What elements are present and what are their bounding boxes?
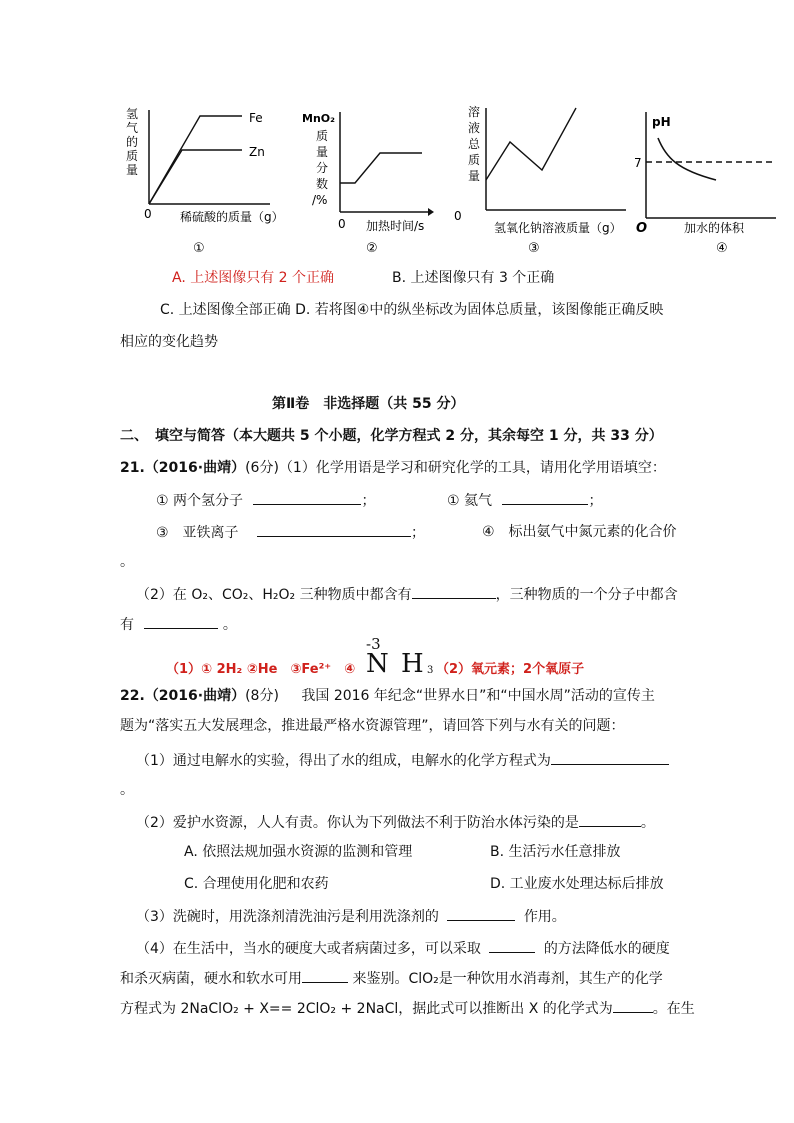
q21-head: 21.（2016·曲靖） (120, 460, 246, 476)
option-cd-line2: 相应的变化趋势 (120, 334, 218, 350)
section-title: 第Ⅱ卷 非选择题（共 55 分） (272, 396, 465, 412)
q21-part2 (136, 584, 678, 605)
q21-part2-text-b: ，三种物质的一个分子中都含 (495, 587, 678, 603)
g1-x-label: 稀硫酸的质量（g） (180, 210, 284, 224)
q21-answer-charge: -3 (366, 635, 381, 653)
g4-y-top: pH (652, 115, 671, 129)
q22-p4-text-e: 方程式为 2NaClO₂ + X== 2ClO₂ + 2NaCl，据此式可以推断出 X 的化学式为 (120, 1001, 613, 1017)
q21-answer-sub: 3 (427, 665, 434, 676)
q22-p1 (136, 750, 669, 771)
q21-item1-label: ① 两个氢分子 (156, 493, 244, 509)
option-cd-line1: C. 上述图像全部正确 D. 若将图④中的纵坐标改为固体总质量，该图像能正确反映 (160, 302, 664, 318)
q21-blank-1[interactable] (253, 490, 361, 505)
q21-score: (6分) (245, 460, 279, 476)
g1-zn-label: Zn (249, 145, 265, 159)
g4-curve (658, 138, 716, 180)
g1-origin: 0 (144, 207, 152, 221)
q22-p2-text: （2）爱护水资源，人人有责。你认为下列做法不利于防治水体污染的是 (136, 815, 579, 831)
g1-y-label-char: 的 (126, 135, 139, 149)
q22-score: (8分) (245, 688, 279, 704)
q22-p4-line3 (120, 998, 695, 1019)
q21-blank-2[interactable] (502, 490, 588, 505)
g3-y-label-char: 溶 (468, 105, 481, 119)
q21-blank-3[interactable] (257, 522, 411, 537)
q21-semicolon: ； (588, 493, 603, 509)
g1-zn-line (149, 150, 242, 204)
graph-4 (636, 100, 786, 260)
g3-y-label-char: 液 (468, 121, 481, 135)
option-b: B. 上述图像只有 3 个正确 (392, 270, 555, 286)
g3-x-label: 氢氧化钠溶液质量（g） (494, 221, 622, 235)
q21-blank-5[interactable] (412, 584, 496, 599)
g4-origin: O (636, 221, 648, 236)
q21-part2-end: 。 (222, 617, 237, 633)
q22-p3-end: 作用。 (523, 909, 566, 925)
part2-title: 二、 填空与简答（本大题共 5 个小题，化学方程式 2 分，其余每空 1 分，共 33 分） (120, 428, 663, 444)
q21-part2-text-c: 有 (120, 617, 134, 633)
g3-line (486, 108, 576, 180)
q22-p4-line1 (136, 938, 670, 959)
g1-y-label-char: 气 (126, 121, 139, 135)
q22-p4-line2 (120, 968, 663, 989)
g2-y-label-char: 数 (316, 177, 329, 191)
q21-item2-label: ① 氦气 (447, 493, 493, 509)
q21-line1 (120, 458, 666, 478)
q22-l2: 题为“落实五大发展理念，推进最严格水资源管理”，请回答下列与水有关的问题： (120, 718, 625, 734)
q21-semicolon: ； (411, 525, 426, 541)
graph-1 (120, 100, 290, 260)
q21-item3 (156, 522, 425, 543)
option-a: A. 上述图像只有 2 个正确 (172, 270, 335, 286)
q22-p1-text: （1）通过电解水的实验，得出了水的组成，电解水的化学方程式为 (136, 753, 551, 769)
q22-option-c: C. 合理使用化肥和农药 (184, 876, 329, 892)
q22-p2-end: 。 (640, 815, 655, 831)
q21-text: （1）化学用语是学习和研究化学的工具，请用化学用语填空： (278, 460, 666, 476)
q22-p4-text-f: 。在生 (652, 1001, 695, 1017)
g2-y-label-char: /% (312, 193, 328, 207)
g1-number: ① (193, 241, 205, 256)
q22-l1: 我国 2016 年纪念“世界水日”和“中国水周”活动的宣传主 (301, 688, 655, 704)
g3-y-label-char: 质 (468, 153, 481, 167)
q22-blank-5[interactable] (302, 968, 348, 983)
q21-item4-end: 。 (120, 554, 134, 570)
q22-p1-end: 。 (120, 782, 134, 798)
q22-blank-4[interactable] (489, 938, 535, 953)
g1-y-label-char: 氢 (126, 107, 139, 121)
graph-3 (448, 100, 633, 260)
q22-p4-text-b: 的方法降低水的硬度 (543, 941, 670, 957)
g1-fe-line (149, 116, 242, 204)
q22-blank-6[interactable] (613, 998, 653, 1013)
g4-x-label: 加水的体积 (684, 221, 745, 235)
g2-x-label: 加热时间/s (366, 219, 425, 233)
q21-answer-a: （1）① 2H₂ ②He ③Fe²⁺ ④ (166, 662, 356, 677)
g2-y-top: MnO₂ (302, 112, 335, 125)
q21-answer-b: （2）氧元素；2个氧原子 (436, 662, 585, 677)
q22-blank-3[interactable] (447, 906, 515, 921)
q22-p3 (136, 906, 566, 927)
q22-option-d: D. 工业废水处理达标后排放 (490, 876, 664, 892)
q21-item3-label: ③ 亚铁离子 (156, 525, 239, 541)
q22-line1 (120, 686, 655, 706)
q22-option-a: A. 依照法规加强水资源的监测和管理 (184, 844, 413, 860)
q22-option-b: B. 生活污水任意排放 (490, 844, 621, 860)
q22-blank-1[interactable] (551, 750, 669, 765)
q22-p4-text-a: （4）在生活中，当水的硬度大或者病菌过多，可以采取 (136, 941, 481, 957)
g2-y-label-char: 分 (316, 161, 329, 175)
q22-p4-text-c: 和杀灭病菌，硬水和软水可用 (120, 971, 302, 987)
q22-blank-2[interactable] (579, 812, 641, 827)
q22-p2 (136, 812, 655, 833)
g2-x-arrow (428, 208, 434, 216)
q21-item1 (156, 490, 375, 511)
q21-semicolon: ； (361, 493, 376, 509)
g2-y-label-char: 质 (316, 129, 329, 143)
q22-p4-text-d: 来鉴别。ClO₂是一种饮用水消毒剂，其生产的化学 (352, 971, 663, 987)
g3-origin: 0 (454, 209, 462, 223)
q21-answer-nh: N H (366, 649, 426, 679)
g4-seven: 7 (634, 156, 642, 170)
g2-origin: 0 (338, 217, 346, 231)
g1-fe-label: Fe (249, 111, 263, 125)
g3-number: ③ (528, 241, 540, 256)
graph-2 (300, 100, 440, 260)
g2-line (340, 153, 422, 183)
q21-part2-cont (120, 614, 237, 635)
g1-y-label-char: 量 (126, 163, 139, 177)
g3-y-label-char: 总 (468, 137, 481, 151)
g4-number: ④ (716, 241, 728, 256)
q21-item2 (447, 490, 602, 511)
g3-y-label-char: 量 (468, 169, 481, 183)
q22-head: 22.（2016·曲靖） (120, 688, 246, 704)
q21-blank-6[interactable] (144, 614, 218, 629)
g2-y-label-char: 量 (316, 145, 329, 159)
q21-item4: ④ 标出氨气中氮元素的化合价 (482, 524, 677, 540)
q22-p3-text: （3）洗碗时，用洗涤剂清洗油污是利用洗涤剂的 (136, 909, 439, 925)
q21-part2-text-a: （2）在 O₂、CO₂、H₂O₂ 三种物质中都含有 (136, 587, 412, 603)
g1-y-label-char: 质 (126, 149, 139, 163)
g2-number: ② (366, 241, 378, 256)
